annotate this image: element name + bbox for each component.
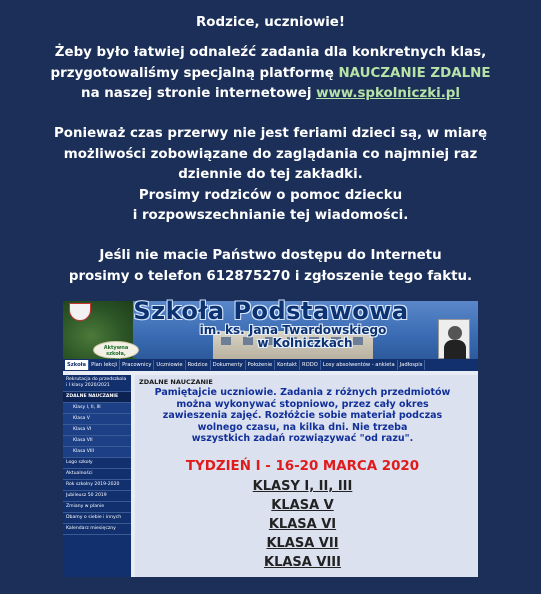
sidebar-item-zmiany-w-planie[interactable]: Zmiany w planie <box>63 502 131 513</box>
class-link-7[interactable]: KLASA VII <box>266 536 339 551</box>
site-content <box>135 375 478 577</box>
sidebar-item-kalendarz[interactable]: Kalendarz miesięczny <box>63 524 131 535</box>
active-school-badge <box>93 341 139 359</box>
nav-item-plan-lekcji[interactable]: Plan lekcji <box>89 360 120 370</box>
week-heading: TYDZIEŃ I - 16-20 MARCA 2020 <box>185 459 420 474</box>
website-link[interactable]: www.spkolniczki.pl <box>316 86 460 101</box>
contact-line-2: prosimy o telefon 612875270 i zgłoszenie tego faktu. <box>68 268 473 284</box>
nav-item-jadlospis[interactable]: Jadłospis <box>398 360 426 370</box>
site-nav <box>63 359 478 371</box>
contact-paragraph <box>0 246 541 287</box>
sidebar-item-klasa-8[interactable]: Klasa VIII <box>63 447 131 458</box>
break-line-1: Ponieważ czas przerwy nie jest feriami dzieci są, w miarę <box>53 126 488 141</box>
sidebar-item-klasa-6[interactable]: Klasa VI <box>63 425 131 436</box>
break-line-4: Prosimy rodziców o pomoc dziecku <box>138 187 403 203</box>
platform-line-3-text: na naszej stronie internetowej <box>81 86 317 101</box>
website-screenshot <box>63 297 478 577</box>
class-link-5[interactable]: KLASA V <box>271 498 334 513</box>
contact-line-1: Jeśli nie macie Państwo dostępu do Internetu <box>99 248 442 263</box>
platform-name: NAUCZANIE ZDALNE <box>338 65 491 81</box>
class-link-6[interactable]: KLASA VI <box>268 517 337 532</box>
platform-paragraph <box>0 43 541 105</box>
site-subtitle-patron: im. ks. Jana Twardowskiego <box>199 323 387 337</box>
class-link-1-3[interactable]: KLASY I, II, III <box>252 479 353 494</box>
nav-item-pracownicy[interactable]: Pracownicy <box>120 360 154 370</box>
site-banner <box>63 297 478 359</box>
site-subtitle-place: w Kolniczkach <box>257 336 353 350</box>
break-line-5: i rozpowszechnianie tej wiadomości. <box>132 208 409 223</box>
badge-line-1: Aktywna szkoła, <box>103 345 129 357</box>
section-title: ZDALNE NAUCZANIE <box>139 378 213 386</box>
sidebar-item-klasa-7[interactable]: Klasa VII <box>63 436 131 447</box>
patron-portrait <box>438 319 470 359</box>
greeting: Rodzice, uczniowie! <box>196 15 345 30</box>
sidebar-item-klasa-5[interactable]: Klasa V <box>63 414 131 425</box>
site-sidebar <box>63 375 131 577</box>
break-line-2: możliwości zobowiązane do zaglądania co najmniej raz <box>63 146 478 162</box>
platform-line-1: Żeby było łatwiej odnaleźć zadania dla konkretnych klas, <box>54 45 487 60</box>
nav-item-rodo[interactable]: RODO <box>300 360 321 370</box>
break-line-3: dziennie do tej zakładki. <box>178 167 363 182</box>
platform-line-3 <box>0 84 541 105</box>
sidebar-item-dbamy-o-siebie[interactable]: Dbamy o siebie i innych <box>63 513 131 524</box>
nav-item-polozenie[interactable]: Położenie <box>246 360 276 370</box>
sidebar-item-aktualnosci[interactable]: Aktualności <box>63 469 131 480</box>
nav-item-rodzice[interactable]: Rodzice <box>186 360 211 370</box>
message-line-5: wszystkich zadań rozwiązywać "od razu". <box>191 433 414 445</box>
site-title: Szkoła Podstawowa <box>133 297 409 325</box>
sidebar-item-klasy-1-3[interactable]: Klasy I, II, III <box>63 403 131 414</box>
sidebar-item-jubileusz[interactable]: Jubileusz 50 2019 <box>63 491 131 502</box>
platform-line-2 <box>0 64 541 85</box>
class-link-8[interactable]: KLASA VIII <box>264 555 341 570</box>
platform-line-2-text: przygotowaliśmy specjalną platformę <box>50 65 339 81</box>
message-line-4: wolnego czasu, na kilka dni. Nie trzeba <box>197 421 408 433</box>
nav-item-uczniowie[interactable]: Uczniowie <box>154 360 185 370</box>
message-line-1: Pamiętajcie uczniowie. Zadania z różnych przedmiotów <box>154 387 451 398</box>
sidebar-item-zdalne-nauczanie[interactable]: ZDALNE NAUCZANIE <box>63 392 131 403</box>
break-paragraph <box>0 124 541 227</box>
message-line-2: można wykonywać stopniowo, przez cały okres <box>176 398 429 410</box>
students-message <box>135 387 470 445</box>
sidebar-item-logo-szkoly[interactable]: Logo szkoły <box>63 458 131 469</box>
nav-item-szkola[interactable]: Szkoła <box>65 360 89 370</box>
sidebar-item-rekrutacja[interactable]: Rekrutacja do przedszkola i I klasy 2020/2021 <box>63 375 131 392</box>
nav-item-losy-absolwentow[interactable]: Losy absolwentów - ankieta <box>321 360 398 370</box>
message-line-3: zawieszenia zajęć. Rozłóżcie sobie materiał podczas <box>162 410 443 422</box>
nav-item-kontakt[interactable]: Kontakt <box>275 360 300 370</box>
sidebar-item-rok-szkolny[interactable]: Rok szkolny 2019-2020 <box>63 480 131 491</box>
nav-item-dokumenty[interactable]: Dokumenty <box>211 360 246 370</box>
